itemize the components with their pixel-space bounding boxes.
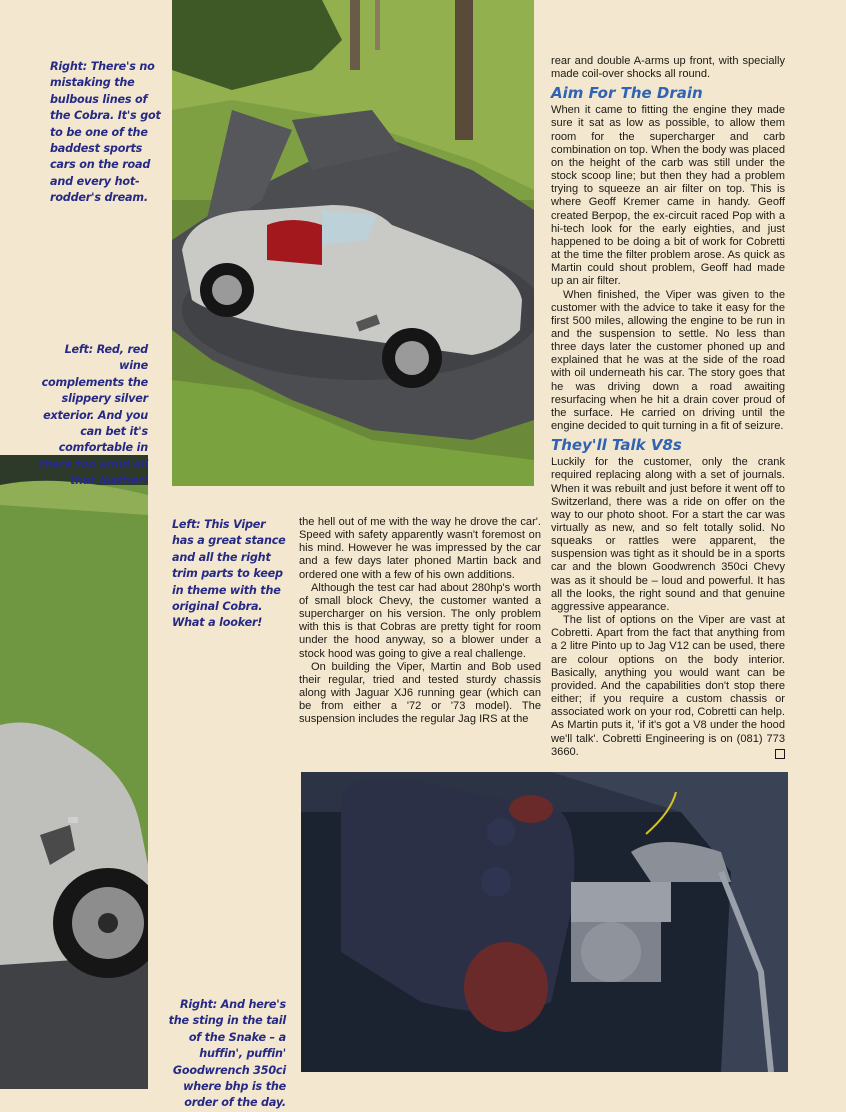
caption-great-stance: Left: This Viper has a great stance and all the right trim parts to keep in theme with the original Cobra. What a looker!: [172, 518, 286, 630]
right-paragraph-2: When finished, the Viper was given to the customer with the advice to take it easy for the first 500 miles, allowing the engine to be run in and the suspension to settle. No less than three days later the customer phoned up and explained that he was at the side of the road with oil underneath his car. The story goes that he was driving down a road awaiting resurfacing when he hit a drain cover proud of the surface. He carried on driving until the engine decided to quit turning in a fit of seizure.: [551, 288, 785, 433]
cobra-driveway-photo: [172, 0, 534, 486]
right-paragraph-1: When it came to fitting the engine they made sure it sat as low as possible, to allow them room for the supercharger and carb combination on top. When the body was placed on the height of the carb was still under the stock scoop line; but then they had a problem trying to squeeze an air filter on top. This is where Geoff Kremer came in handy. Geoff created Berpop, the ex-circuit raced Pop with a hi-tech look for the early eighties, and just happened to be doing a bit of work for Cobretti at the time the filter problem arose. As quick as Martin could shout problem, Geoff had made up an air filter.: [551, 104, 785, 288]
caption-bulbous-cobra: Right: There's no mistaking the bulbous lines of the Cobra. It's got to be one of the baddest sports cars on the road and every hot-rodder's dream.: [50, 60, 161, 205]
middle-paragraph-1: the hell out of me with the way he drove the car'. Speed with safety apparently wasn't foremost on his mind. However he was impressed by the car and a few days later phoned Martin back and ordered one with a few of his own additions.: [299, 516, 541, 581]
subheading-theyll-talk-v8s: They'll Talk V8s: [551, 436, 682, 455]
middle-paragraph-3: On building the Viper, Martin and Bob used their regular, tried and tested sturdy chassis along with Jaguar XJ6 running gear (which can be from either a '72 or '73 model). The suspension includes the regular Jag IRS at the: [299, 660, 541, 726]
engine-bay-photo: [301, 772, 788, 1072]
right-paragraph-3: Luckily for the customer, only the crank required replacing along with a set of journals. When it was rebuilt and just before it went off to Switzerland, there was a ride on offer on the way to our photo shoot. For a start the car was virtually as new, and so felt totally solid. No squeaks or rattles were apparent, the suspension was tight as it should be in a sports car and the blown Goodwrench 350ci Chevy was as it should be – loud and powerful. It has all the looks, the right sound and that genuine aggressive appearance.: [551, 456, 785, 613]
middle-column: [299, 516, 541, 727]
caption-red-wine: Left: Red, red wine complements the slippery silver exterior. And you can bet it's comfortable in there too amid all that leather!: [38, 343, 148, 488]
subheading-aim-for-the-drain: Aim For The Drain: [551, 84, 703, 103]
cobra-closeup-photo: [0, 455, 148, 1089]
right-paragraph-4: [551, 614, 785, 759]
right-paragraph-4-text: The list of options on the Viper are vast at Cobretti. Apart from the fact that anything from a 2 litre Pinto up to Jag V12 can be used, there are colour options on the body interior. Basically, anything you would want can be provided. And the capabilities don't stop there either; if you require a custom chassis or associated work on your rod, Cobretti can help. As Martin puts it, 'if it's got a V8 under the hood we'll talk'. Cobretti Engineering is on (081) 773 3660.: [551, 614, 785, 758]
caption-engine-sting: Right: And here's the sting in the tail of the Snake – a huffin', puffin' Goodwrench 350ci where bhp is the order of the day.: [168, 998, 286, 1110]
right-paragraph-0: rear and double A-arms up front, with specially made coil-over shocks all round.: [551, 55, 785, 81]
right-column: [551, 55, 785, 759]
middle-paragraph-2: Although the test car had about 280hp's worth of small block Chevy, the customer wanted a supercharger on his version. The only problem with this is that Cobras are pretty tight for room under the hood anyway, so a blower under a stock hood was going to give a real challenge.: [299, 581, 541, 660]
end-of-article-mark: [775, 749, 785, 759]
